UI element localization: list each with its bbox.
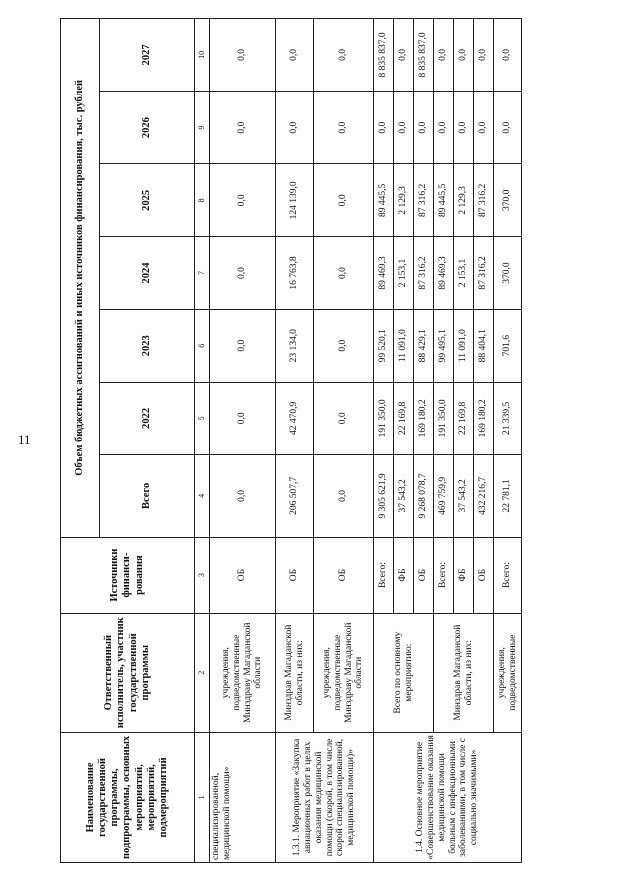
executor-cell: учреждения, подведомственные bbox=[494, 613, 522, 732]
value-cell: 0,0 bbox=[394, 91, 414, 164]
value-cell: 99 520,1 bbox=[374, 309, 394, 382]
column-index: 5 bbox=[195, 382, 210, 455]
value-cell: 0,0 bbox=[434, 91, 454, 164]
value-cell: 0,0 bbox=[494, 19, 522, 92]
value-cell: 87 316,2 bbox=[474, 164, 494, 237]
source-cell: ОБ bbox=[276, 537, 314, 613]
value-cell: 0,0 bbox=[210, 309, 276, 382]
executor-cell: учреждения, подведомственные Минздраву Магаданской области bbox=[210, 613, 276, 732]
value-cell: 2 129,3 bbox=[454, 164, 474, 237]
value-cell: 0,0 bbox=[414, 91, 434, 164]
value-cell: 0,0 bbox=[276, 19, 314, 92]
source-cell: ОБ bbox=[474, 537, 494, 613]
value-cell: 22 169,8 bbox=[394, 382, 414, 455]
value-cell: 22 781,1 bbox=[494, 455, 522, 537]
header-total: Всего bbox=[100, 455, 195, 537]
column-index: 9 bbox=[195, 91, 210, 164]
header-year: 2023 bbox=[100, 309, 195, 382]
source-cell: ФБ bbox=[394, 537, 414, 613]
header-executor: Ответственный исполнитель, участник государственной программы bbox=[61, 613, 195, 732]
header-year: 2022 bbox=[100, 382, 195, 455]
rotated-content bbox=[60, 18, 585, 863]
source-cell: Всего: bbox=[434, 537, 454, 613]
value-cell: 0,0 bbox=[210, 382, 276, 455]
value-cell: 89 445,5 bbox=[374, 164, 394, 237]
value-cell: 37 543,2 bbox=[394, 455, 414, 537]
value-cell: 9 305 621,9 bbox=[374, 455, 394, 537]
rotated-page bbox=[60, 18, 585, 863]
value-cell: 206 507,7 bbox=[276, 455, 314, 537]
header-funding-title: Объем бюджетных ассигнований и иных источников финансирования, тыс. рублей bbox=[61, 19, 100, 538]
value-cell: 0,0 bbox=[314, 382, 374, 455]
funding-table bbox=[60, 18, 522, 863]
value-cell: 2 129,3 bbox=[394, 164, 414, 237]
value-cell: 11 091,0 bbox=[394, 309, 414, 382]
table-row bbox=[374, 19, 394, 863]
program-name-cell: 1.4. Основное мероприятие «Совершенствование оказания медицинской помощи больным с инфекционными заболеваниями, в том числе с социально значимыми» bbox=[374, 732, 522, 862]
value-cell: 89 469,3 bbox=[374, 237, 394, 310]
column-index: 2 bbox=[195, 613, 210, 732]
value-cell: 0,0 bbox=[276, 91, 314, 164]
header-year: 2025 bbox=[100, 164, 195, 237]
page-number: 11 bbox=[18, 432, 31, 447]
value-cell: 22 169,8 bbox=[454, 382, 474, 455]
value-cell: 11 091,0 bbox=[454, 309, 474, 382]
value-cell: 0,0 bbox=[474, 19, 494, 92]
value-cell: 0,0 bbox=[434, 19, 454, 92]
source-cell: ОБ bbox=[210, 537, 276, 613]
column-index: 8 bbox=[195, 164, 210, 237]
value-cell: 0,0 bbox=[454, 19, 474, 92]
value-cell: 87 316,2 bbox=[474, 237, 494, 310]
value-cell: 88 429,1 bbox=[414, 309, 434, 382]
value-cell: 0,0 bbox=[210, 455, 276, 537]
value-cell: 42 470,9 bbox=[276, 382, 314, 455]
value-cell: 0,0 bbox=[210, 237, 276, 310]
value-cell: 0,0 bbox=[314, 309, 374, 382]
column-index: 6 bbox=[195, 309, 210, 382]
value-cell: 0,0 bbox=[494, 91, 522, 164]
value-cell: 9 268 078,7 bbox=[414, 455, 434, 537]
column-index: 10 bbox=[195, 19, 210, 92]
value-cell: 124 139,0 bbox=[276, 164, 314, 237]
value-cell: 87 316,2 bbox=[414, 237, 434, 310]
value-cell: 23 134,0 bbox=[276, 309, 314, 382]
value-cell: 21 339,5 bbox=[494, 382, 522, 455]
executor-cell: Минздрав Магаданской области, из них: bbox=[276, 613, 314, 732]
value-cell: 2 153,1 bbox=[454, 237, 474, 310]
value-cell: 8 835 837,0 bbox=[374, 19, 394, 92]
value-cell: 0,0 bbox=[210, 164, 276, 237]
value-cell: 191 350,0 bbox=[434, 382, 454, 455]
value-cell: 87 316,2 bbox=[414, 164, 434, 237]
table-row bbox=[210, 19, 276, 863]
value-cell: 0,0 bbox=[314, 164, 374, 237]
table-row bbox=[276, 19, 314, 863]
value-cell: 370,0 bbox=[494, 237, 522, 310]
column-index: 3 bbox=[195, 537, 210, 613]
value-cell: 0,0 bbox=[210, 91, 276, 164]
value-cell: 0,0 bbox=[314, 237, 374, 310]
program-name-cell: 1.3.1. Мероприятие «Закупка авиационных работ в целях оказания медицинской помощи (скорой, в том числе скорой специализированной, медицинской помощи)» bbox=[276, 732, 374, 862]
value-cell: 191 350,0 bbox=[374, 382, 394, 455]
header-year: 2027 bbox=[100, 19, 195, 92]
value-cell: 0,0 bbox=[454, 91, 474, 164]
value-cell: 88 404,1 bbox=[474, 309, 494, 382]
header-year: 2026 bbox=[100, 91, 195, 164]
header-program-name: Наименование государственной программы, подпрограммы, основных мероприятий, мероприятий, подмероприятий bbox=[61, 732, 195, 862]
value-cell: 89 445,5 bbox=[434, 164, 454, 237]
source-cell: ОБ bbox=[314, 537, 374, 613]
value-cell: 8 835 837,0 bbox=[414, 19, 434, 92]
value-cell: 0,0 bbox=[314, 91, 374, 164]
header-funding-source: Источники финанси-рования bbox=[61, 537, 195, 613]
value-cell: 16 763,8 bbox=[276, 237, 314, 310]
value-cell: 0,0 bbox=[210, 19, 276, 92]
value-cell: 169 180,2 bbox=[414, 382, 434, 455]
value-cell: 37 543,2 bbox=[454, 455, 474, 537]
value-cell: 469 759,9 bbox=[434, 455, 454, 537]
value-cell: 0,0 bbox=[474, 91, 494, 164]
executor-cell: Всего по основному мероприятию: bbox=[374, 613, 434, 732]
column-index-row bbox=[195, 19, 210, 863]
value-cell: 432 216,7 bbox=[474, 455, 494, 537]
value-cell: 99 495,1 bbox=[434, 309, 454, 382]
value-cell: 169 180,2 bbox=[474, 382, 494, 455]
column-index: 1 bbox=[195, 732, 210, 862]
source-cell: Всего: bbox=[374, 537, 394, 613]
header-year: 2024 bbox=[100, 237, 195, 310]
value-cell: 2 153,1 bbox=[394, 237, 414, 310]
column-index: 4 bbox=[195, 455, 210, 537]
executor-cell: учреждения, подведомственные Минздраву Магаданской области bbox=[314, 613, 374, 732]
value-cell: 0,0 bbox=[374, 91, 394, 164]
column-index: 7 bbox=[195, 237, 210, 310]
value-cell: 0,0 bbox=[394, 19, 414, 92]
program-name-cell: специализированной, медицинской помощи» bbox=[210, 732, 276, 862]
source-cell: ФБ bbox=[454, 537, 474, 613]
value-cell: 701,6 bbox=[494, 309, 522, 382]
value-cell: 0,0 bbox=[314, 19, 374, 92]
source-cell: Всего: bbox=[494, 537, 522, 613]
value-cell: 89 469,3 bbox=[434, 237, 454, 310]
value-cell: 370,0 bbox=[494, 164, 522, 237]
source-cell: ОБ bbox=[414, 537, 434, 613]
value-cell: 0,0 bbox=[314, 455, 374, 537]
executor-cell: Минздрав Магаданской области, из них: bbox=[434, 613, 494, 732]
